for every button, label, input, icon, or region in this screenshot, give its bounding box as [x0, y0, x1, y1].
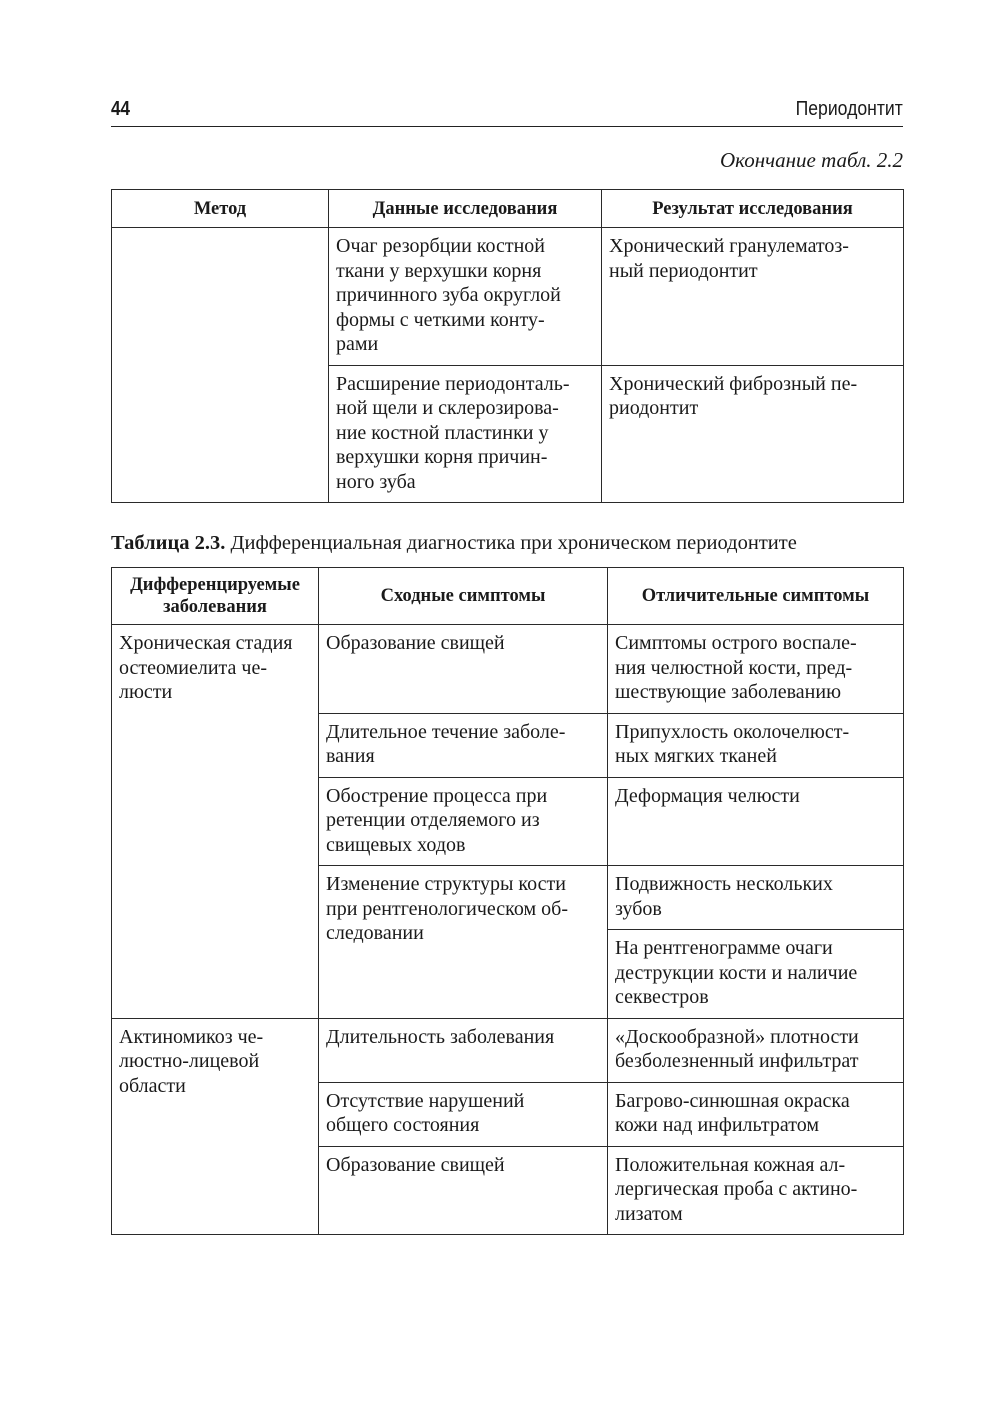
table-caption-text: Дифференциальная диагностика при хроническом периодонтите	[230, 532, 797, 554]
similar-cell: Образование свищей	[319, 625, 608, 714]
similar-cell: Образование свищей	[319, 1146, 608, 1235]
method-cell	[112, 228, 329, 503]
distinct-cell: На рентгенограмме очаги деструкции кости и наличие секвестров	[608, 930, 904, 1019]
similar-cell: Отсутствие нарушений общего состояния	[319, 1082, 608, 1146]
table-row	[112, 1018, 904, 1082]
column-header-similar: Сходные симптомы	[319, 568, 608, 625]
result-cell: Хронический гранулематоз- ный периодонтит	[602, 228, 904, 366]
data-cell: Расширение периодонталь- ной щели и склерозирова- ние костной пластинки у верхушки корня причин- ного зуба	[329, 365, 602, 503]
page-header	[111, 96, 903, 127]
column-header-result: Результат исследования	[602, 190, 904, 228]
methods-table	[111, 189, 904, 503]
distinct-cell: Положительная кожная ал- лергическая проба с актино- лизатом	[608, 1146, 904, 1235]
table-row	[112, 625, 904, 714]
disease-cell: Актиномикоз че- люстно-лицевой области	[112, 1018, 319, 1235]
column-header-diseases: Дифференцируемые заболевания	[112, 568, 319, 625]
distinct-cell: Багрово-синюшная окраска кожи над инфильтратом	[608, 1082, 904, 1146]
result-cell: Хронический фиброзный пе- риодонтит	[602, 365, 904, 503]
similar-cell: Длительность заболевания	[319, 1018, 608, 1082]
distinct-cell: Симптомы острого воспале- ния челюстной кости, пред- шествующие заболеванию	[608, 625, 904, 714]
distinct-cell: Припухлость околочелюст- ных мягких тканей	[608, 713, 904, 777]
page-number: 44	[111, 98, 130, 120]
distinct-cell: «Доскообразной» плотности безболезненный инфильтрат	[608, 1018, 904, 1082]
distinct-cell: Деформация челюсти	[608, 777, 904, 866]
table-header-row	[112, 190, 904, 228]
similar-cell: Длительное течение заболе- вания	[319, 713, 608, 777]
column-header-method: Метод	[112, 190, 329, 228]
differential-diagnosis-table	[111, 567, 904, 1235]
table-continuation-label: Окончание табл. 2.2	[720, 148, 903, 172]
similar-cell: Изменение структуры кости при рентгенологическом об- следовании	[319, 866, 608, 1019]
column-header-distinct: Отличительные симптомы	[608, 568, 904, 625]
table-caption	[111, 532, 797, 555]
disease-cell: Хроническая стадия остеомиелита че- люсти	[112, 625, 319, 1019]
distinct-cell: Подвижность нескольких зубов	[608, 866, 904, 930]
table-row	[112, 228, 904, 366]
table-header-row	[112, 568, 904, 625]
column-header-data: Данные исследования	[329, 190, 602, 228]
running-title: Периодонтит	[795, 98, 903, 120]
similar-cell: Обострение процесса при ретенции отделяемого из свищевых ходов	[319, 777, 608, 866]
table-caption-label: Таблица 2.3.	[111, 532, 226, 554]
data-cell: Очаг резорбции костной ткани у верхушки корня причинного зуба округлой формы с четкими конту- рами	[329, 228, 602, 366]
